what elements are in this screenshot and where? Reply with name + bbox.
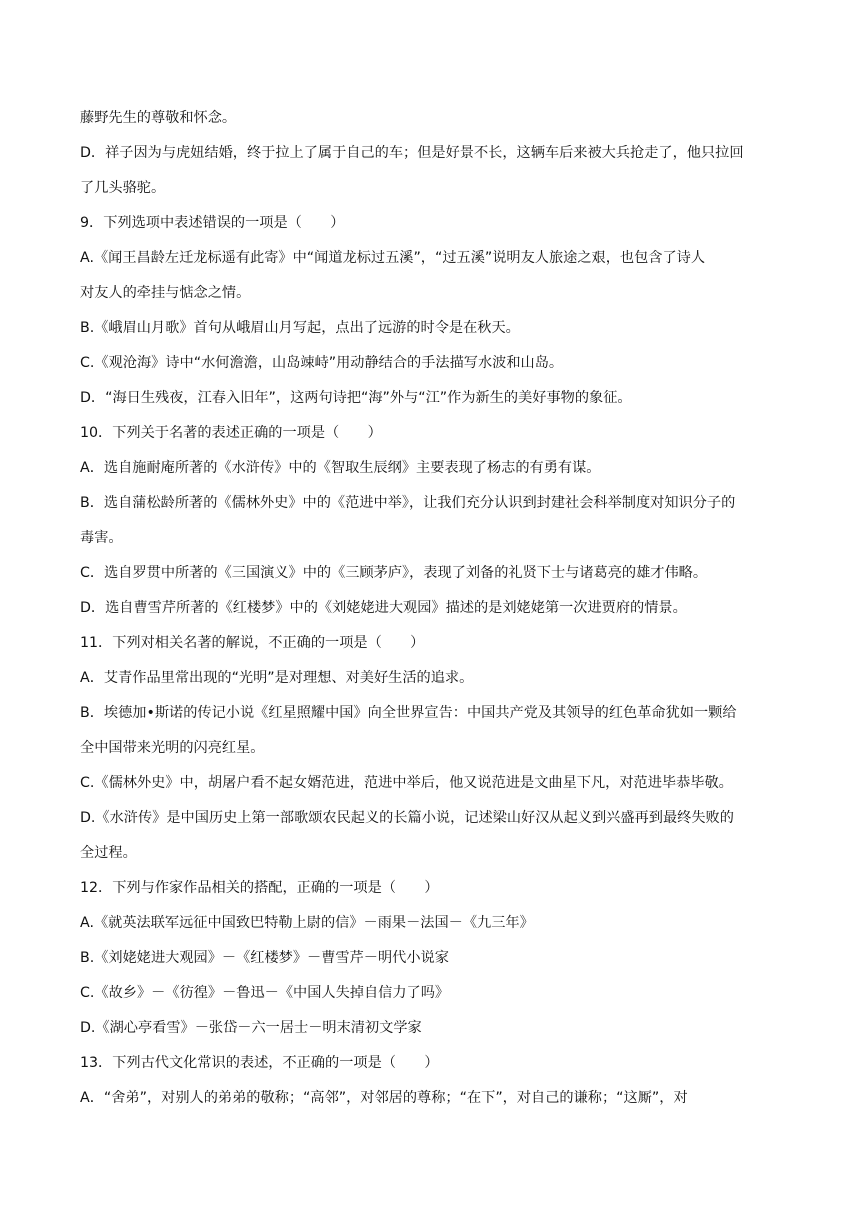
text-line: B．埃德加•斯诺的传记小说《红星照耀中国》向全世界宣告：中国共产党及其领导的红色革命犹如一颗给: [80, 705, 737, 721]
text-line: 对友人的牵挂与惦念之情。: [80, 285, 251, 301]
text-line: A.《闻王昌龄左迁龙标遥有此寄》中“闻道龙标过五溪”，“过五溪”说明友人旅途之艰，也包含了诗人: [80, 250, 706, 266]
text-line: 全过程。: [80, 845, 137, 861]
text-line: D.《湖心亭看雪》－张岱－六一居士－明末清初文学家: [80, 1020, 422, 1036]
text-line: A．“舍弟”，对别人的弟弟的敬称；“高邻”，对邻居的尊称；“在下”，对自己的谦称；“这厮”，对: [80, 1090, 688, 1106]
text-line: 毒害。: [80, 530, 123, 546]
text-line: C.《观沧海》诗中“水何澹澹，山岛竦峙”用动静结合的手法描写水波和山岛。: [80, 355, 564, 371]
text-line: A．艾青作品里常出现的“光明”是对理想、对美好生活的追求。: [80, 670, 474, 686]
text-line: 藤野先生的尊敬和怀念。: [80, 110, 237, 126]
text-line: C．选自罗贯中所著的《三国演义》中的《三顾茅庐》，表现了刘备的礼贤下士与诸葛亮的雄才伟略。: [80, 565, 708, 581]
text-line: A．选自施耐庵所著的《水浒传》中的《智取生辰纲》主要表现了杨志的有勇有谋。: [80, 460, 601, 476]
text-line: 全中国带来光明的闪亮红星。: [80, 740, 265, 756]
text-line: B.《刘姥姥进大观园》－《红楼梦》－曹雪芹－明代小说家: [80, 950, 449, 966]
text-line: D．选自曹雪芹所著的《红楼梦》中的《刘姥姥进大观园》描述的是刘姥姥第一次进贾府的情景。: [80, 600, 687, 616]
text-line: C.《儒林外史》中，胡屠户看不起女婿范进，范进中举后，他又说范进是文曲星下凡，对范进毕恭毕敬。: [80, 775, 733, 791]
question-11-stem: 11．下列对相关名著的解说，不正确的一项是（ ）: [80, 635, 425, 651]
text-line: D．“海日生残夜，江春入旧年”，这两句诗把“海”外与“江”作为新生的美好事物的象征。: [80, 390, 632, 406]
question-13-stem: 13．下列古代文化常识的表述，不正确的一项是（ ）: [80, 1055, 439, 1071]
text-line: B.《峨眉山月歌》首句从峨眉山月写起，点出了远游的时令是在秋天。: [80, 320, 520, 336]
text-line: B．选自蒲松龄所著的《儒林外史》中的《范进中举》，让我们充分认识到封建社会科举制度对知识分子的: [80, 495, 736, 511]
text-line: D．祥子因为与虎妞结婚，终于拉上了属于自己的车；但是好景不长，这辆车后来被大兵抢走了，他只拉回: [80, 145, 744, 161]
question-12-stem: 12．下列与作家作品相关的搭配，正确的一项是（ ）: [80, 880, 439, 896]
text-line: A.《就英法联军远征中国致巴特勒上尉的信》－雨果－法国－《九三年》: [80, 915, 534, 931]
text-line: D.《水浒传》是中国历史上第一部歌颂农民起义的长篇小说，记述梁山好汉从起义到兴盛再到最终失败的: [80, 810, 734, 826]
question-10-stem: 10．下列关于名著的表述正确的一项是（ ）: [80, 425, 382, 441]
question-9-stem: 9．下列选项中表述错误的一项是（ ）: [80, 215, 345, 231]
text-line: 了几头骆驼。: [80, 180, 166, 196]
text-line: C.《故乡》－《彷徨》－鲁迅－《中国人失掉自信力了吗》: [80, 985, 450, 1001]
